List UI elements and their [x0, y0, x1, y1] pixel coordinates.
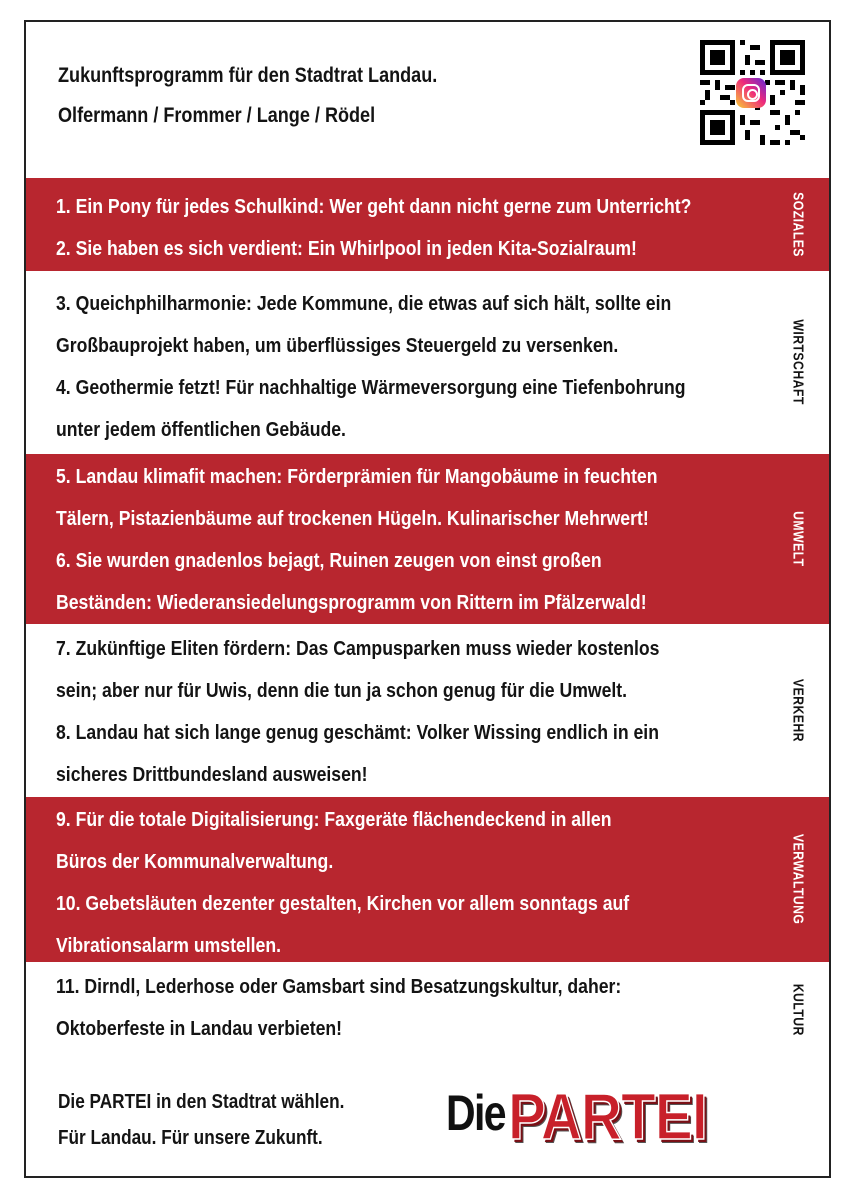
section-wirtschaft: [26, 271, 829, 454]
header: [58, 56, 499, 136]
category-label: VERKEHR: [789, 678, 807, 743]
category-label: UMWELT: [789, 511, 807, 567]
section-umwelt: [26, 454, 829, 624]
footer-slogan: [58, 1084, 391, 1156]
program-item: Büros der Kommunalverwaltung.: [56, 850, 334, 873]
instagram-icon: [736, 78, 766, 108]
slogan-line: Für Landau. Für unsere Zukunft.: [58, 1127, 323, 1149]
logo-partei: PARTEI: [508, 1079, 707, 1153]
section-verwaltung: [26, 797, 829, 962]
program-item: Beständen: Wiederansiedelungsprogramm von Rittern im Pfälzerwald!: [56, 591, 647, 614]
section-kultur: [26, 962, 829, 1058]
program-item: unter jedem öffentlichen Gebäude.: [56, 418, 346, 441]
program-item: Großbauprojekt haben, um überflüssiges Steuergeld zu versenken.: [56, 334, 619, 357]
program-title: Zukunftsprogramm für den Stadtrat Landau.: [58, 64, 438, 87]
program-item: sicheres Drittbundesland ausweisen!: [56, 763, 368, 786]
candidate-names: Olfermann / Frommer / Lange / Rödel: [58, 104, 376, 127]
program-item: 7. Zukünftige Eliten fördern: Das Campusparken muss wieder kostenlos: [56, 637, 660, 660]
program-item: 9. Für die totale Digitalisierung: Faxgeräte flächendeckend in allen: [56, 808, 612, 831]
program-item: 10. Gebetsläuten dezenter gestalten, Kirchen vor allem sonntags auf: [56, 892, 630, 915]
section-verkehr: [26, 624, 829, 797]
die-partei-logo: [446, 1079, 806, 1162]
category-label: SOZIALES: [789, 192, 807, 257]
program-item: 3. Queichphilharmonie: Jede Kommune, die etwas auf sich hält, sollte ein: [56, 292, 672, 315]
program-item: 1. Ein Pony für jedes Schulkind: Wer geht dann nicht gerne zum Unterricht?: [56, 195, 692, 218]
program-item: 4. Geothermie fetzt! Für nachhaltige Wärmeversorgung eine Tiefenbohrung: [56, 376, 686, 399]
program-item: 2. Sie haben es sich verdient: Ein Whirlpool in jeden Kita-Sozialraum!: [56, 237, 637, 260]
category-label: KULTUR: [789, 983, 807, 1037]
program-item: 6. Sie wurden gnadenlos bejagt, Ruinen zeugen von einst großen: [56, 549, 602, 572]
program-item: Vibrationsalarm umstellen.: [56, 934, 282, 957]
section-soziales: [26, 178, 829, 271]
slogan-line: Die PARTEI in den Stadtrat wählen.: [58, 1091, 345, 1113]
logo-die: Die: [446, 1085, 505, 1141]
program-item: 5. Landau klimafit machen: Förderprämien für Mangobäume in feuchten: [56, 465, 658, 488]
category-label: VERWALTUNG: [789, 834, 807, 925]
program-item: 8. Landau hat sich lange genug geschämt: Volker Wissing endlich in ein: [56, 721, 659, 744]
program-item: sein; aber nur für Uwis, denn die tun ja schon genug für die Umwelt.: [56, 679, 628, 702]
program-item: Tälern, Pistazienbäume auf trockenen Hügeln. Kulinarischer Mehrwert!: [56, 507, 649, 530]
category-label: WIRTSCHAFT: [789, 319, 807, 406]
program-item: 11. Dirndl, Lederhose oder Gamsbart sind Besatzungskultur, daher:: [56, 975, 622, 998]
program-item: Oktoberfeste in Landau verbieten!: [56, 1017, 343, 1040]
